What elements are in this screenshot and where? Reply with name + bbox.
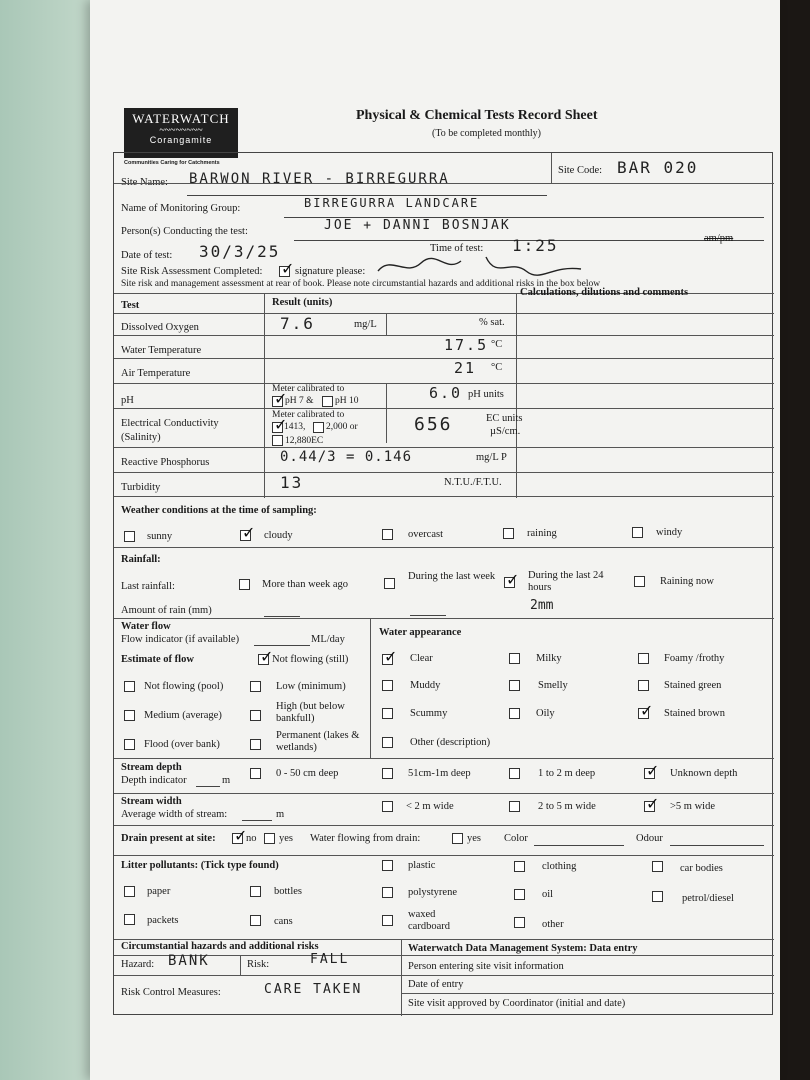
- raining-checkbox[interactable]: [503, 528, 514, 539]
- rp-value: 0.44/3 = 0.146: [280, 449, 413, 465]
- milky-label: Milky: [536, 653, 562, 664]
- turbidity-value: 13: [280, 473, 304, 492]
- oily-checkbox[interactable]: [509, 708, 520, 719]
- width3-label: >5 m wide: [670, 801, 715, 812]
- last-rainfall-label: Last rainfall:: [121, 581, 175, 592]
- wave-icon: ~~~~~~~~: [159, 125, 203, 136]
- flow-indicator-label: Flow indicator (if available): [121, 634, 240, 645]
- rp-unit: mg/L P: [476, 452, 507, 463]
- permanent-checkbox[interactable]: [250, 739, 261, 750]
- depth2-checkbox[interactable]: [382, 768, 393, 779]
- low-checkbox[interactable]: [250, 681, 261, 692]
- depth3-checkbox[interactable]: [509, 768, 520, 779]
- ph-unit: pH units: [468, 389, 504, 400]
- width-avg-label: Average width of stream:: [121, 809, 228, 820]
- cans-checkbox[interactable]: [250, 915, 261, 926]
- logo-title: WATERWATCH: [132, 111, 230, 126]
- date-value: 30/3/25: [199, 242, 281, 261]
- width2-checkbox[interactable]: [509, 801, 520, 812]
- persons-label: Person(s) Conducting the test:: [121, 226, 248, 237]
- do-unit: mg/L: [354, 319, 377, 330]
- medium-checkbox[interactable]: [124, 710, 135, 721]
- raining-label: raining: [527, 528, 557, 539]
- air-temp-unit: °C: [491, 362, 503, 373]
- scummy-label: Scummy: [410, 708, 448, 719]
- petrol-checkbox[interactable]: [652, 891, 663, 902]
- depth2-label: 51cm-1m deep: [408, 768, 471, 779]
- high-label: High (but below bankfull): [276, 701, 345, 725]
- site-code-value: BAR 020: [617, 158, 699, 177]
- last-week-checkbox[interactable]: [384, 578, 395, 589]
- water-temp-value: 17.5: [444, 336, 489, 354]
- clear-checkbox[interactable]: [382, 654, 393, 665]
- packets-label: packets: [147, 915, 179, 926]
- page-subtitle: (To be completed monthly): [432, 128, 541, 139]
- do-label: Dissolved Oxygen: [121, 322, 199, 333]
- other-appearance-label: Other (description): [410, 737, 491, 748]
- logo-subtitle: Corangamite: [149, 135, 213, 145]
- ec-calibrated: Meter calibrated to: [272, 410, 345, 420]
- drain-label: Drain present at site:: [121, 833, 216, 844]
- oily-label: Oily: [536, 708, 555, 719]
- col-result: Result (units): [272, 297, 333, 308]
- turbidity-label: Turbidity: [121, 482, 161, 493]
- col-test: Test: [121, 300, 140, 311]
- waterwatch-logo: [124, 108, 238, 158]
- car-bodies-checkbox[interactable]: [652, 861, 663, 872]
- risk-control-value: CARE TAKEN: [264, 982, 363, 997]
- ph-value: 6.0: [429, 384, 463, 402]
- dms-date-label: Date of entry: [408, 979, 464, 990]
- ec1413-label: 1413,: [284, 422, 306, 432]
- other-litter-checkbox[interactable]: [514, 917, 525, 928]
- muddy-checkbox[interactable]: [382, 680, 393, 691]
- ec12880-checkbox[interactable]: [272, 435, 283, 446]
- ec2000-label: 2,000 or: [326, 422, 358, 432]
- permanent-label: Permanent (lakes & wetlands): [276, 730, 360, 754]
- flood-checkbox[interactable]: [124, 739, 135, 750]
- windy-label: windy: [656, 527, 683, 538]
- polystyrene-label: polystyrene: [408, 887, 457, 898]
- hazard-value: BANK: [168, 953, 210, 969]
- still-label: Not flowing (still): [272, 654, 349, 665]
- cans-label: cans: [274, 916, 293, 927]
- drain-yes-checkbox[interactable]: [264, 833, 275, 844]
- ec2000-checkbox[interactable]: [313, 422, 324, 433]
- am-pm: am/pm: [704, 233, 734, 244]
- oil-checkbox[interactable]: [514, 889, 525, 900]
- foamy-checkbox[interactable]: [638, 653, 649, 664]
- col-calc: Calculations, dilutions and comments: [520, 287, 689, 298]
- waxed-label: waxed cardboard: [408, 909, 450, 933]
- drain-flowing-yes-checkbox[interactable]: [452, 833, 463, 844]
- depth1-checkbox[interactable]: [250, 768, 261, 779]
- sunny-checkbox[interactable]: [124, 531, 135, 542]
- width1-label: < 2 m wide: [406, 801, 454, 812]
- smelly-checkbox[interactable]: [509, 680, 520, 691]
- overcast-checkbox[interactable]: [382, 529, 393, 540]
- do-value: 7.6: [280, 314, 315, 333]
- ec1413-checkbox[interactable]: [272, 422, 283, 433]
- risk-assessment-checkbox[interactable]: [279, 266, 290, 277]
- site-code-label: Site Code:: [558, 165, 603, 176]
- still-checkbox[interactable]: [258, 654, 269, 665]
- flood-label: Flood (over bank): [144, 739, 220, 750]
- clothing-checkbox[interactable]: [514, 861, 525, 872]
- site-name-label: Site Name:: [121, 177, 168, 188]
- medium-label: Medium (average): [144, 710, 222, 721]
- raining-now-checkbox[interactable]: [634, 576, 645, 587]
- time-value: 1:25: [512, 236, 559, 255]
- turbidity-unit: N.T.U./F.T.U.: [444, 477, 502, 488]
- overcast-label: overcast: [408, 529, 443, 540]
- oil-label: oil: [542, 889, 554, 900]
- ph10-label: pH 10: [335, 396, 359, 406]
- ec-sublabel: (Salinity): [121, 432, 161, 443]
- cloudy-label: cloudy: [264, 530, 293, 541]
- rain-amount-value: 2mm: [530, 598, 554, 613]
- flow-unit: ML/day: [311, 634, 345, 645]
- site-name-value: BARWON RIVER - BIRREGURRA: [189, 171, 450, 187]
- ec-value: 656: [414, 414, 453, 435]
- clear-label: Clear: [410, 653, 433, 664]
- plastic-label: plastic: [408, 860, 436, 871]
- hazards-heading: Circumstantial hazards and additional risks: [121, 941, 319, 952]
- risk-value: FALL: [310, 952, 350, 967]
- width1-checkbox[interactable]: [382, 801, 393, 812]
- last-24h-label: During the last 24 hours: [528, 570, 604, 594]
- rainfall-heading: Rainfall:: [121, 554, 161, 565]
- drain-color-label: Color: [504, 833, 528, 844]
- width-unit: m: [276, 809, 285, 820]
- drain-no-label: no: [246, 833, 257, 844]
- drain-odour-label: Odour: [636, 833, 663, 844]
- width3-checkbox[interactable]: [644, 801, 655, 812]
- muddy-label: Muddy: [410, 680, 441, 691]
- low-label: Low (minimum): [276, 681, 346, 692]
- sunny-label: sunny: [147, 531, 173, 542]
- rain-amount-label: Amount of rain (mm): [121, 605, 212, 616]
- page-title: Physical & Chemical Tests Record Sheet: [356, 108, 598, 123]
- ph7-label: pH 7 &: [285, 396, 314, 406]
- ec-label: Electrical Conductivity: [121, 418, 219, 429]
- ec-unit: EC units: [486, 413, 523, 424]
- depth-unknown-label: Unknown depth: [670, 768, 738, 779]
- group-value: BIRREGURRA LANDCARE: [304, 196, 480, 210]
- risk-note: Site risk and management assessment at rear of book. Please note circumstantial hazards and additional risks in the box below: [121, 279, 601, 289]
- dms-heading: Waterwatch Data Management System: Data entry: [408, 943, 638, 954]
- water-temp-label: Water Temperature: [121, 345, 202, 356]
- logo-tagline: Communities Caring for Catchments: [124, 160, 220, 166]
- weather-heading: Weather conditions at the time of sampling:: [121, 505, 317, 516]
- petrol-label: petrol/diesel: [682, 893, 734, 904]
- bottles-label: bottles: [274, 886, 302, 897]
- car-bodies-label: car bodies: [680, 863, 723, 874]
- form-table: [113, 152, 773, 1015]
- last-week-label: During the last week: [408, 571, 496, 582]
- hazard-label: Hazard:: [121, 959, 155, 970]
- width2-label: 2 to 5 m wide: [538, 801, 596, 812]
- dms-person-label: Person entering site visit information: [408, 961, 564, 972]
- drain-yes-label: yes: [279, 833, 293, 844]
- flow-estimate-label: Estimate of flow: [121, 654, 194, 665]
- week-ago-label: More than week ago: [262, 579, 349, 590]
- stained-green-checkbox[interactable]: [638, 680, 649, 691]
- week-ago-checkbox[interactable]: [239, 579, 250, 590]
- persons-value: JOE + DANNI BOSNJAK: [324, 218, 511, 233]
- air-temp-value: 21: [454, 359, 477, 377]
- depth3-label: 1 to 2 m deep: [538, 768, 596, 779]
- risk-label: Risk:: [247, 959, 270, 970]
- packets-checkbox[interactable]: [124, 914, 135, 925]
- other-appearance-checkbox[interactable]: [382, 737, 393, 748]
- cloudy-checkbox[interactable]: [240, 530, 251, 541]
- dms-approved-label: Site visit approved by Coordinator (initial and date): [408, 998, 626, 1009]
- scummy-checkbox[interactable]: [382, 708, 393, 719]
- rp-label: Reactive Phosphorus: [121, 457, 210, 468]
- flow-heading: Water flow: [121, 621, 171, 632]
- date-label: Date of test:: [121, 250, 173, 261]
- ph-label: pH: [121, 395, 134, 406]
- pool-checkbox[interactable]: [124, 681, 135, 692]
- air-temp-label: Air Temperature: [121, 368, 191, 379]
- depth-unknown-checkbox[interactable]: [644, 768, 655, 779]
- water-temp-unit: °C: [491, 339, 503, 350]
- raining-now-label: Raining now: [660, 576, 714, 587]
- high-checkbox[interactable]: [250, 710, 261, 721]
- drain-flowing-label: Water flowing from drain:: [310, 833, 421, 844]
- stained-brown-checkbox[interactable]: [638, 708, 649, 719]
- depth-indicator-label: Depth indicator: [121, 775, 187, 786]
- smelly-label: Smelly: [538, 680, 568, 691]
- width-heading: Stream width: [121, 796, 182, 807]
- plastic-checkbox[interactable]: [382, 860, 393, 871]
- ec12880-label: 12,880EC: [285, 436, 324, 446]
- other-litter-label: other: [542, 919, 564, 930]
- litter-heading: Litter pollutants: (Tick type found): [121, 860, 279, 871]
- windy-checkbox[interactable]: [632, 527, 643, 538]
- drain-flowing-yes-label: yes: [467, 833, 481, 844]
- do-sat: % sat.: [479, 317, 505, 328]
- ec-unit2: µS/cm.: [490, 426, 521, 437]
- appearance-heading: Water appearance: [379, 627, 462, 638]
- paper-label: paper: [147, 886, 171, 897]
- foamy-label: Foamy /frothy: [664, 653, 725, 664]
- depth1-label: 0 - 50 cm deep: [276, 768, 339, 779]
- depth-unit: m: [222, 775, 231, 786]
- signature-label: signature please:: [295, 266, 366, 277]
- last-24h-checkbox[interactable]: [504, 577, 515, 588]
- ph10-checkbox[interactable]: [322, 396, 333, 407]
- risk-control-label: Risk Control Measures:: [121, 987, 221, 998]
- paper-checkbox[interactable]: [124, 886, 135, 897]
- milky-checkbox[interactable]: [509, 653, 520, 664]
- risk-assessment-label: Site Risk Assessment Completed:: [121, 266, 263, 277]
- depth-heading: Stream depth: [121, 762, 182, 773]
- polystyrene-checkbox[interactable]: [382, 887, 393, 898]
- clothing-label: clothing: [542, 861, 577, 872]
- record-sheet: [90, 0, 780, 1080]
- group-label: Name of Monitoring Group:: [121, 203, 241, 214]
- waxed-checkbox[interactable]: [382, 915, 393, 926]
- stained-brown-label: Stained brown: [664, 708, 725, 719]
- drain-no-checkbox[interactable]: [232, 833, 243, 844]
- bottles-checkbox[interactable]: [250, 886, 261, 897]
- ph-calibrated: Meter calibrated to: [272, 384, 345, 394]
- pool-label: Not flowing (pool): [144, 681, 224, 692]
- ph7-checkbox[interactable]: [272, 396, 283, 407]
- stained-green-label: Stained green: [664, 680, 722, 691]
- time-label: Time of test:: [430, 243, 484, 254]
